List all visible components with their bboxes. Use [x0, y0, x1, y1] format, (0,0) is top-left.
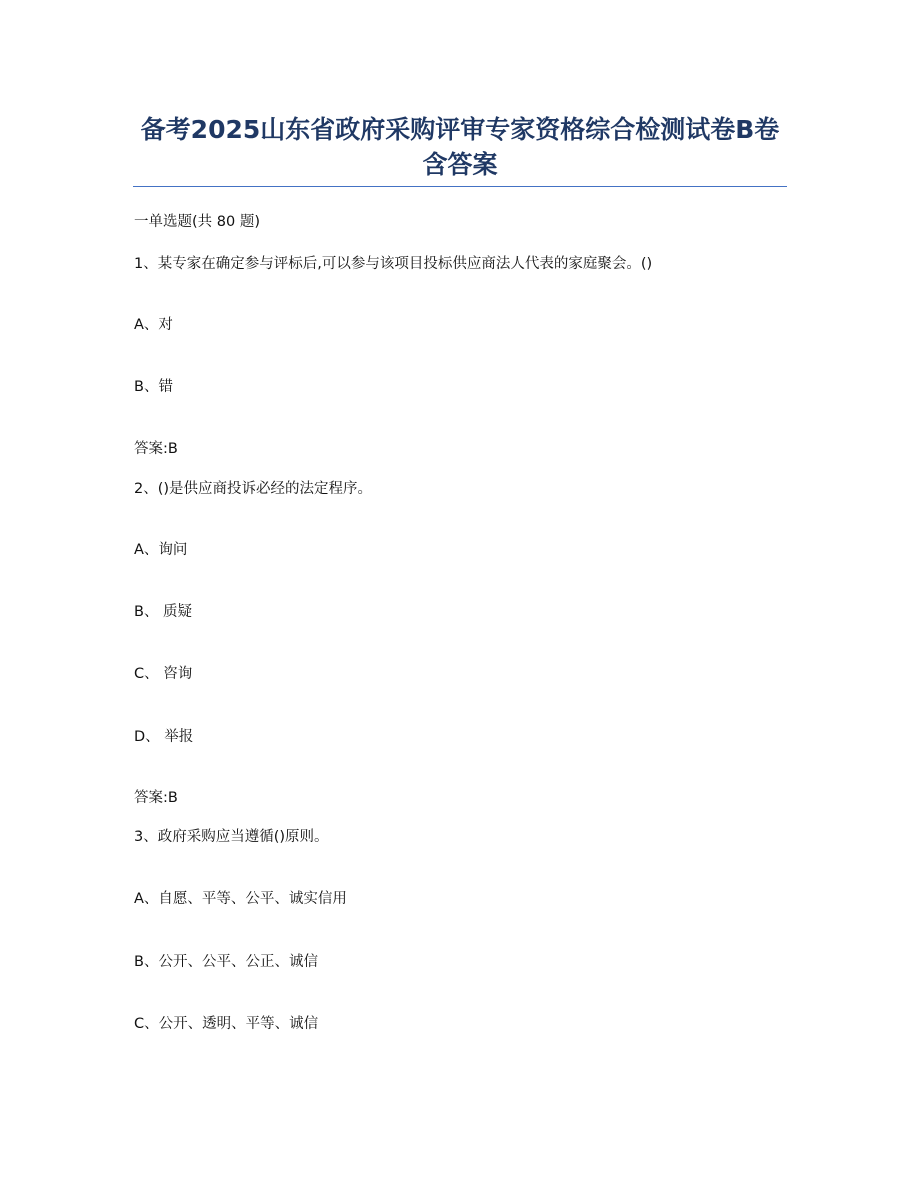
section-heading: 一单选题(共 80 题)	[134, 214, 260, 230]
question-3-option-b: B、公开、公平、公正、诚信	[134, 954, 318, 970]
question-3-option-a: A、自愿、平等、公平、诚实信用	[134, 891, 347, 907]
question-3-option-c: C、公开、透明、平等、诚信	[134, 1016, 319, 1032]
question-1-option-a: A、对	[134, 317, 173, 333]
document-title-line-1: 备考2025山东省政府采购评审专家资格综合检测试卷B卷	[140, 115, 780, 144]
document-title-line-2: 含答案	[422, 150, 498, 179]
question-1-option-b: B、错	[134, 379, 173, 395]
document-title	[120, 112, 800, 182]
question-2-stem: 2、()是供应商投诉必经的法定程序。	[134, 481, 373, 497]
question-2-option-a: A、询问	[134, 542, 188, 558]
question-2-answer: 答案:B	[134, 790, 178, 806]
question-3-stem: 3、政府采购应当遵循()原则。	[134, 829, 329, 845]
question-2-option-b: B、 质疑	[134, 604, 193, 620]
question-1-stem: 1、某专家在确定参与评标后,可以参与该项目投标供应商法人代表的家庭聚会。()	[134, 256, 653, 272]
question-2-option-d: D、 举报	[134, 729, 194, 745]
question-2-option-c: C、 咨询	[134, 666, 193, 682]
title-divider	[133, 186, 787, 187]
question-1-answer: 答案:B	[134, 441, 178, 457]
